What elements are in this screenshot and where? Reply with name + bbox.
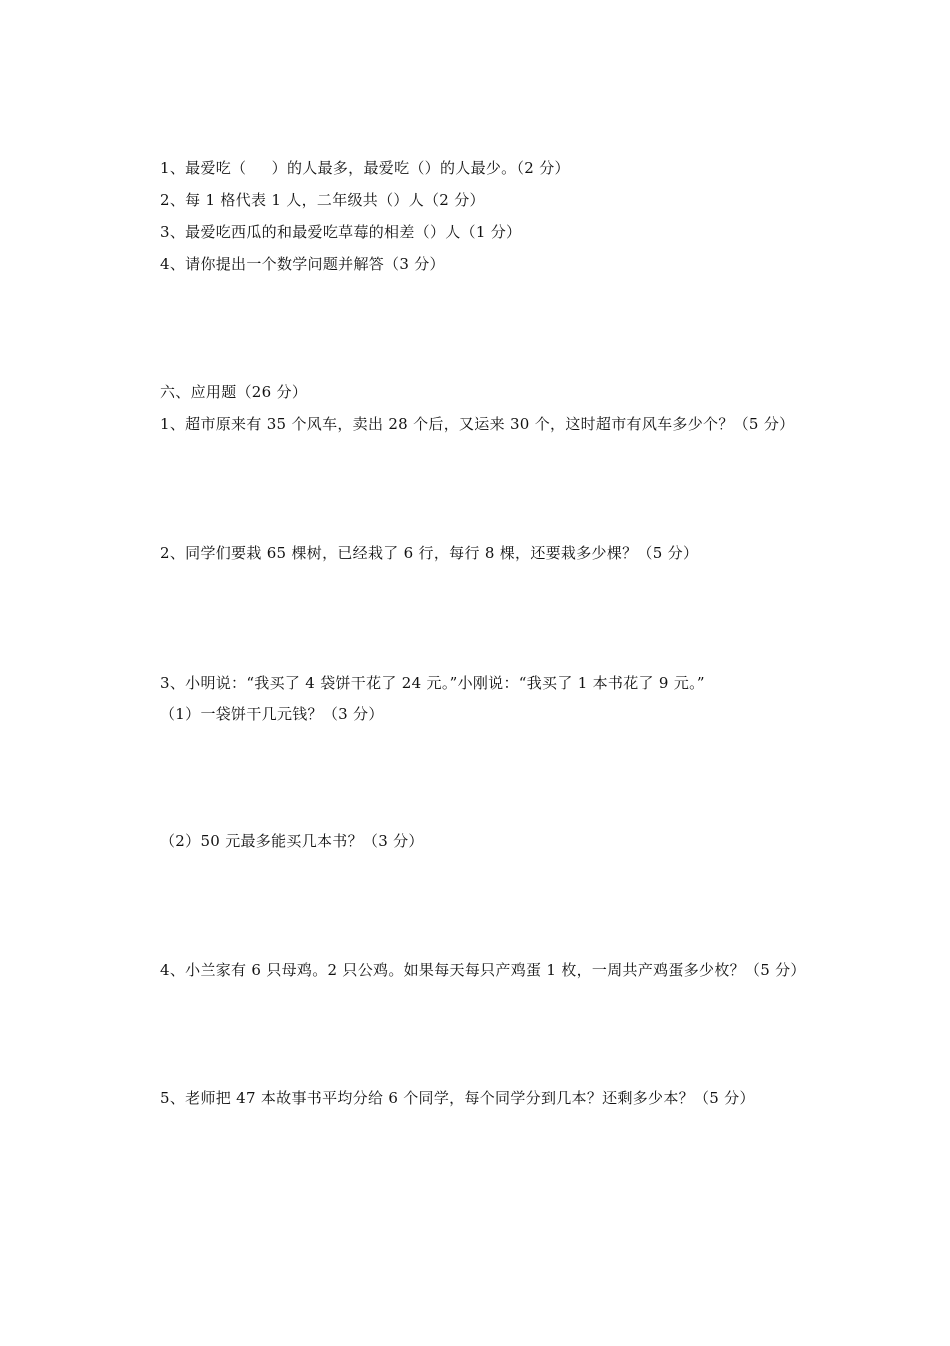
question-5-4: 4、请你提出一个数学问题并解答（3 分） [160, 255, 445, 273]
question-5-1: 1、最爱吃（ ）的人最多，最爱吃（）的人最少。（2 分） [160, 159, 570, 177]
section-heading: 六、应用题（26 分） [160, 383, 308, 401]
question-6-3: 3、小明说：“我买了 4 袋饼干花了 24 元。”小刚说：“我买了 1 本书花了 9 元。” [160, 674, 705, 692]
question-6-1: 1、超市原来有 35 个风车，卖出 28 个后，又运来 30 个，这时超市有风车多少个？（5 分） [160, 415, 795, 433]
question-5-3: 3、最爱吃西瓜的和最爱吃草莓的相差（）人（1 分） [160, 223, 522, 241]
question-6-3-part-1: （1）一袋饼干几元钱？（3 分） [160, 705, 384, 723]
question-5-2: 2、每 1 格代表 1 人，二年级共（）人（2 分） [160, 191, 485, 209]
question-6-3-part-2: （2）50 元最多能买几本书？（3 分） [160, 832, 424, 850]
question-6-5: 5、老师把 47 本故事书平均分给 6 个同学，每个同学分到几本？还剩多少本？（5 分） [160, 1089, 755, 1107]
question-6-2: 2、同学们要栽 65 棵树，已经栽了 6 行，每行 8 棵，还要栽多少棵？（5 分） [160, 544, 699, 562]
question-6-4: 4、小兰家有 6 只母鸡。2 只公鸡。如果每天每只产鸡蛋 1 枚，一周共产鸡蛋多少枚？（5 分） [160, 961, 806, 979]
